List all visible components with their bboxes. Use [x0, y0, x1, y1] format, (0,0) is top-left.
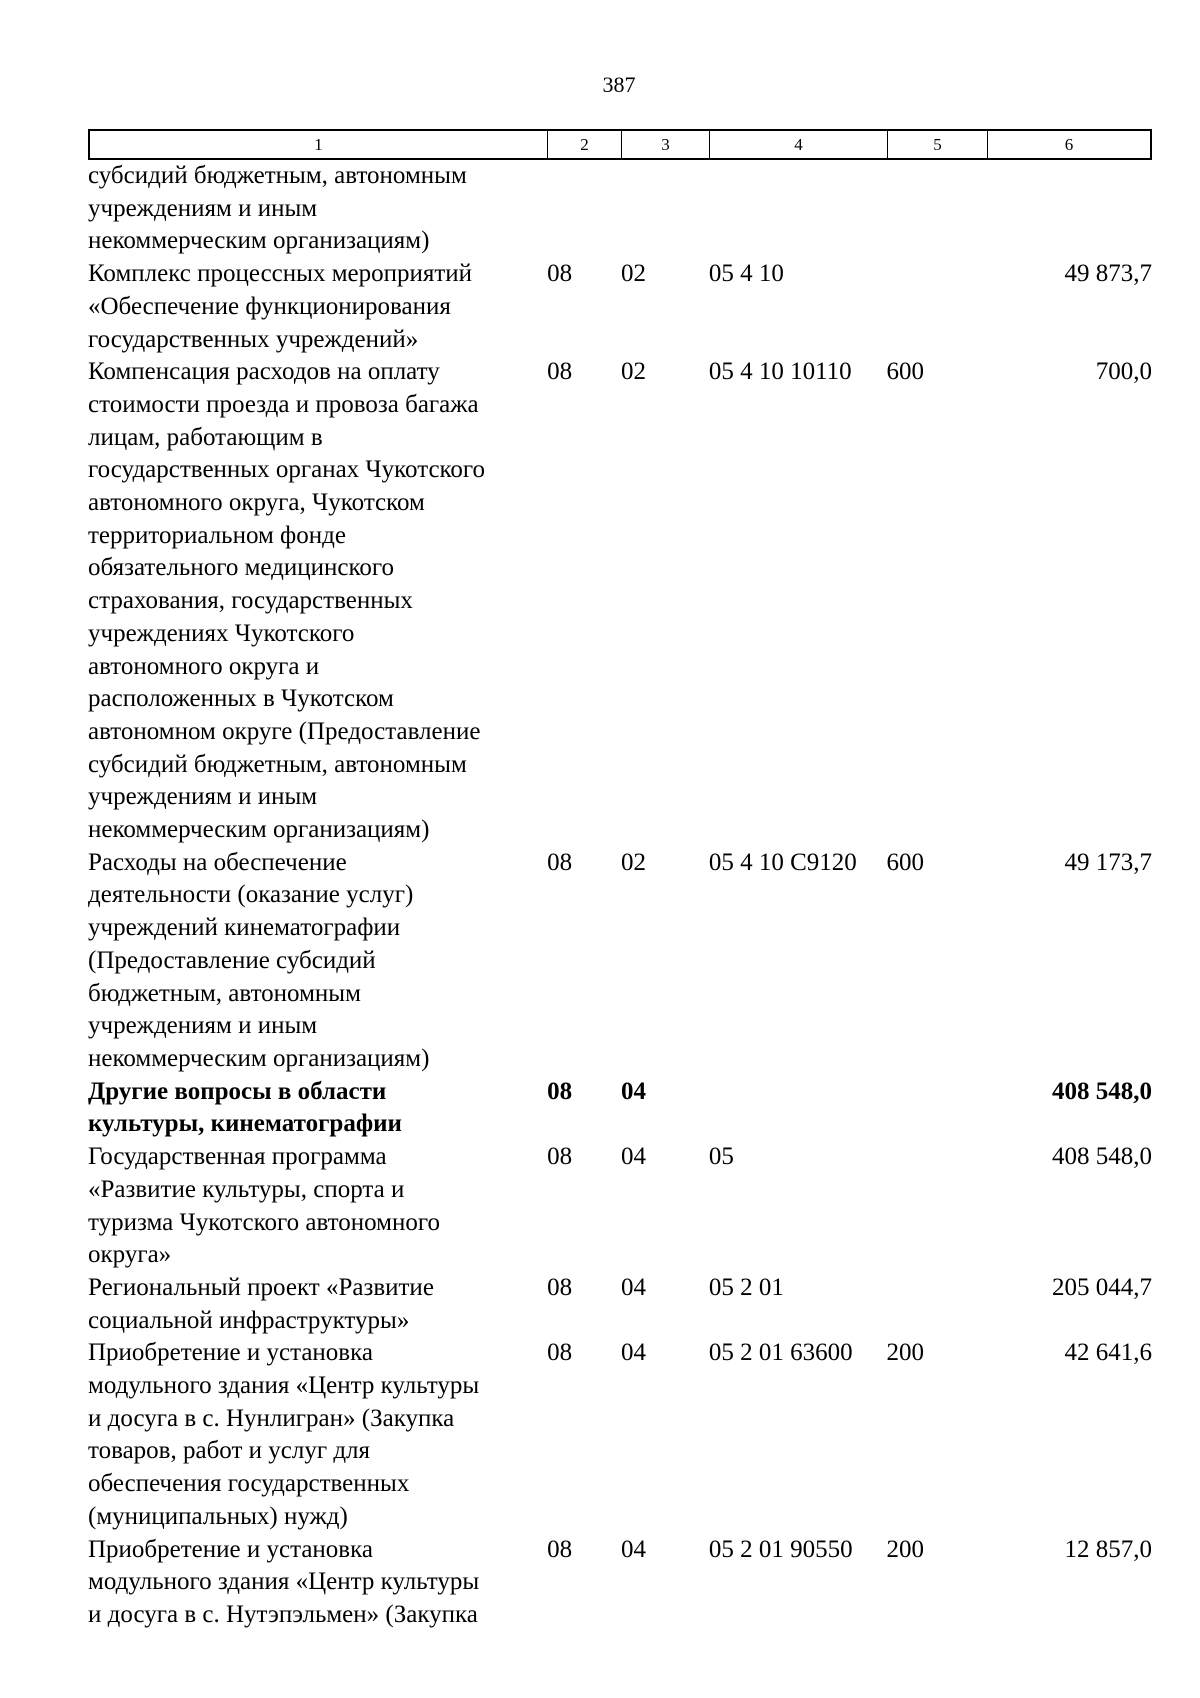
- subsection-code: 04: [621, 1077, 646, 1105]
- expense-type-code: [887, 1076, 987, 1141]
- section-code: 08: [547, 1077, 573, 1105]
- row-description: [88, 356, 545, 847]
- subsection-code: 04: [621, 1339, 646, 1367]
- expense-type-code: 200: [886, 1339, 924, 1367]
- description-line: Региональный проект «Развитие: [88, 1273, 434, 1301]
- description-line: территориальном фонде: [88, 521, 346, 549]
- expense-type-code: 600: [886, 848, 924, 876]
- description-line: автономного округа, Чукотском: [88, 489, 425, 517]
- target-article-code: 05 2 01 90550: [708, 1535, 853, 1563]
- description-line: учреждениям и иным: [88, 1012, 318, 1040]
- table-row: [88, 1337, 1152, 1533]
- amount: 408 548,0: [1052, 1077, 1152, 1105]
- section-code: 08: [547, 1273, 573, 1301]
- amount: 42 641,6: [1064, 1339, 1152, 1367]
- section-code: 08: [547, 1143, 573, 1171]
- section-code: 08: [547, 358, 573, 386]
- header-col-2: 2: [548, 131, 622, 158]
- header-col-6: 6: [1064, 135, 1074, 154]
- description-line: государственных учреждений»: [88, 325, 419, 353]
- description-line: государственных органах Чукотского: [88, 456, 486, 484]
- description-line: Расходы на обеспечение: [88, 848, 347, 876]
- description-line: автономном округе (Предоставление: [88, 717, 481, 745]
- target-article-code: 05 4 10 10110: [708, 358, 852, 386]
- target-article-code: 05: [708, 1143, 734, 1171]
- description-line: «Развитие культуры, спорта и: [88, 1175, 405, 1203]
- row-description: [88, 1076, 545, 1141]
- description-line: субсидий бюджетным, автономным: [88, 750, 467, 778]
- description-line: социальной инфраструктуры»: [88, 1306, 410, 1334]
- page-number: 387: [602, 72, 636, 97]
- expense-type-code: 200: [886, 1535, 924, 1563]
- description-line: туризма Чукотского автономного: [88, 1208, 440, 1236]
- target-article-code: 05 2 01 63600: [708, 1339, 853, 1367]
- description-line: учреждениям и иным: [88, 783, 318, 811]
- header-col-3: 3: [622, 131, 710, 158]
- target-article-code: 05 4 10 С9120: [708, 848, 857, 876]
- subsection-code: [619, 160, 709, 258]
- table-row: [88, 1076, 1152, 1141]
- target-article-code: 05 2 01: [708, 1273, 784, 1301]
- subsection-code: 04: [621, 1535, 646, 1563]
- description-line: некоммерческим организациям): [88, 227, 430, 255]
- section-code: 08: [547, 1339, 573, 1367]
- description-line: автономного округа и: [88, 652, 320, 680]
- description-line: Государственная программа: [88, 1143, 387, 1171]
- description-line: модульного здания «Центр культуры: [88, 1372, 480, 1400]
- row-description: [88, 1141, 545, 1272]
- header-col-5: 5: [888, 131, 988, 158]
- row-description: [88, 847, 545, 1076]
- description-line: расположенных в Чукотском: [88, 685, 394, 713]
- amount: [986, 160, 1152, 258]
- table-row: [88, 1272, 1152, 1337]
- description-line: Комплекс процессных мероприятий: [88, 260, 473, 288]
- subsection-code: 02: [621, 848, 646, 876]
- expense-type-code: [887, 160, 987, 258]
- target-article-code: [709, 160, 887, 258]
- description-line: стоимости проезда и провоза багажа: [88, 390, 479, 418]
- description-line: учреждениях Чукотского: [88, 619, 355, 647]
- table-header: [88, 129, 1152, 160]
- description-line: и досуга в с. Нутэпэльмен» (Закупка: [88, 1600, 478, 1628]
- description-line: культуры, кинематографии: [88, 1110, 402, 1138]
- description-line: учреждений кинематографии: [88, 914, 401, 942]
- description-line: субсидий бюджетным, автономным: [88, 162, 467, 189]
- description-line: деятельности (оказание услуг): [88, 881, 414, 909]
- expense-type-code: [887, 1272, 987, 1337]
- header-col-1: 1: [90, 131, 548, 158]
- amount: 49 873,7: [1064, 260, 1152, 288]
- table-row: [88, 1534, 1152, 1632]
- section-code: 08: [547, 848, 573, 876]
- description-line: страхования, государственных: [88, 587, 413, 615]
- description-line: Приобретение и установка: [88, 1535, 373, 1563]
- table-body: [88, 160, 1152, 1632]
- section-code: 08: [547, 1535, 573, 1563]
- amount: 700,0: [1095, 358, 1152, 386]
- description-line: товаров, работ и услуг для: [88, 1437, 371, 1465]
- description-line: Другие вопросы в области: [88, 1077, 387, 1105]
- subsection-code: 04: [621, 1143, 646, 1171]
- subsection-code: 04: [621, 1273, 646, 1301]
- description-line: бюджетным, автономным: [88, 979, 361, 1007]
- expense-type-code: [887, 258, 987, 356]
- target-article-code: [709, 1076, 887, 1141]
- description-line: некоммерческим организациям): [88, 1044, 430, 1072]
- description-line: Компенсация расходов на оплату: [88, 358, 440, 386]
- row-description: [88, 1337, 545, 1533]
- description-line: учреждениям и иным: [88, 194, 318, 222]
- amount: 408 548,0: [1052, 1143, 1152, 1171]
- target-article-code: 05 4 10: [708, 260, 784, 288]
- description-line: и досуга в с. Нунлигран» (Закупка: [88, 1404, 455, 1432]
- description-line: лицам, работающим в: [88, 423, 323, 451]
- description-line: некоммерческим организациям): [88, 816, 430, 844]
- description-line: обязательного медицинского: [88, 554, 395, 582]
- expense-type-code: 600: [886, 358, 924, 386]
- description-line: «Обеспечение функционирования: [88, 292, 451, 320]
- row-description: [88, 160, 545, 258]
- amount: 49 173,7: [1064, 848, 1152, 876]
- description-line: (Предоставление субсидий: [88, 946, 376, 974]
- row-description: [88, 1272, 545, 1337]
- expense-type-code: [887, 1141, 987, 1272]
- section-code: 08: [547, 260, 573, 288]
- table-row: [88, 258, 1152, 356]
- amount: 205 044,7: [1052, 1273, 1152, 1301]
- table-row: [88, 160, 1152, 258]
- description-line: Приобретение и установка: [88, 1339, 373, 1367]
- section-code: [545, 160, 619, 258]
- description-line: (муниципальных) нужд): [88, 1502, 348, 1530]
- row-description: [88, 1534, 545, 1632]
- description-line: округа»: [88, 1241, 172, 1269]
- description-line: обеспечения государственных: [88, 1470, 410, 1498]
- table-row: [88, 356, 1152, 847]
- subsection-code: 02: [621, 358, 646, 386]
- subsection-code: 02: [621, 260, 646, 288]
- header-col-4: 4: [710, 131, 888, 158]
- row-description: [88, 258, 545, 356]
- description-line: модульного здания «Центр культуры: [88, 1568, 480, 1596]
- table-row: [88, 1141, 1152, 1272]
- amount: 12 857,0: [1064, 1535, 1152, 1563]
- table-row: [88, 847, 1152, 1076]
